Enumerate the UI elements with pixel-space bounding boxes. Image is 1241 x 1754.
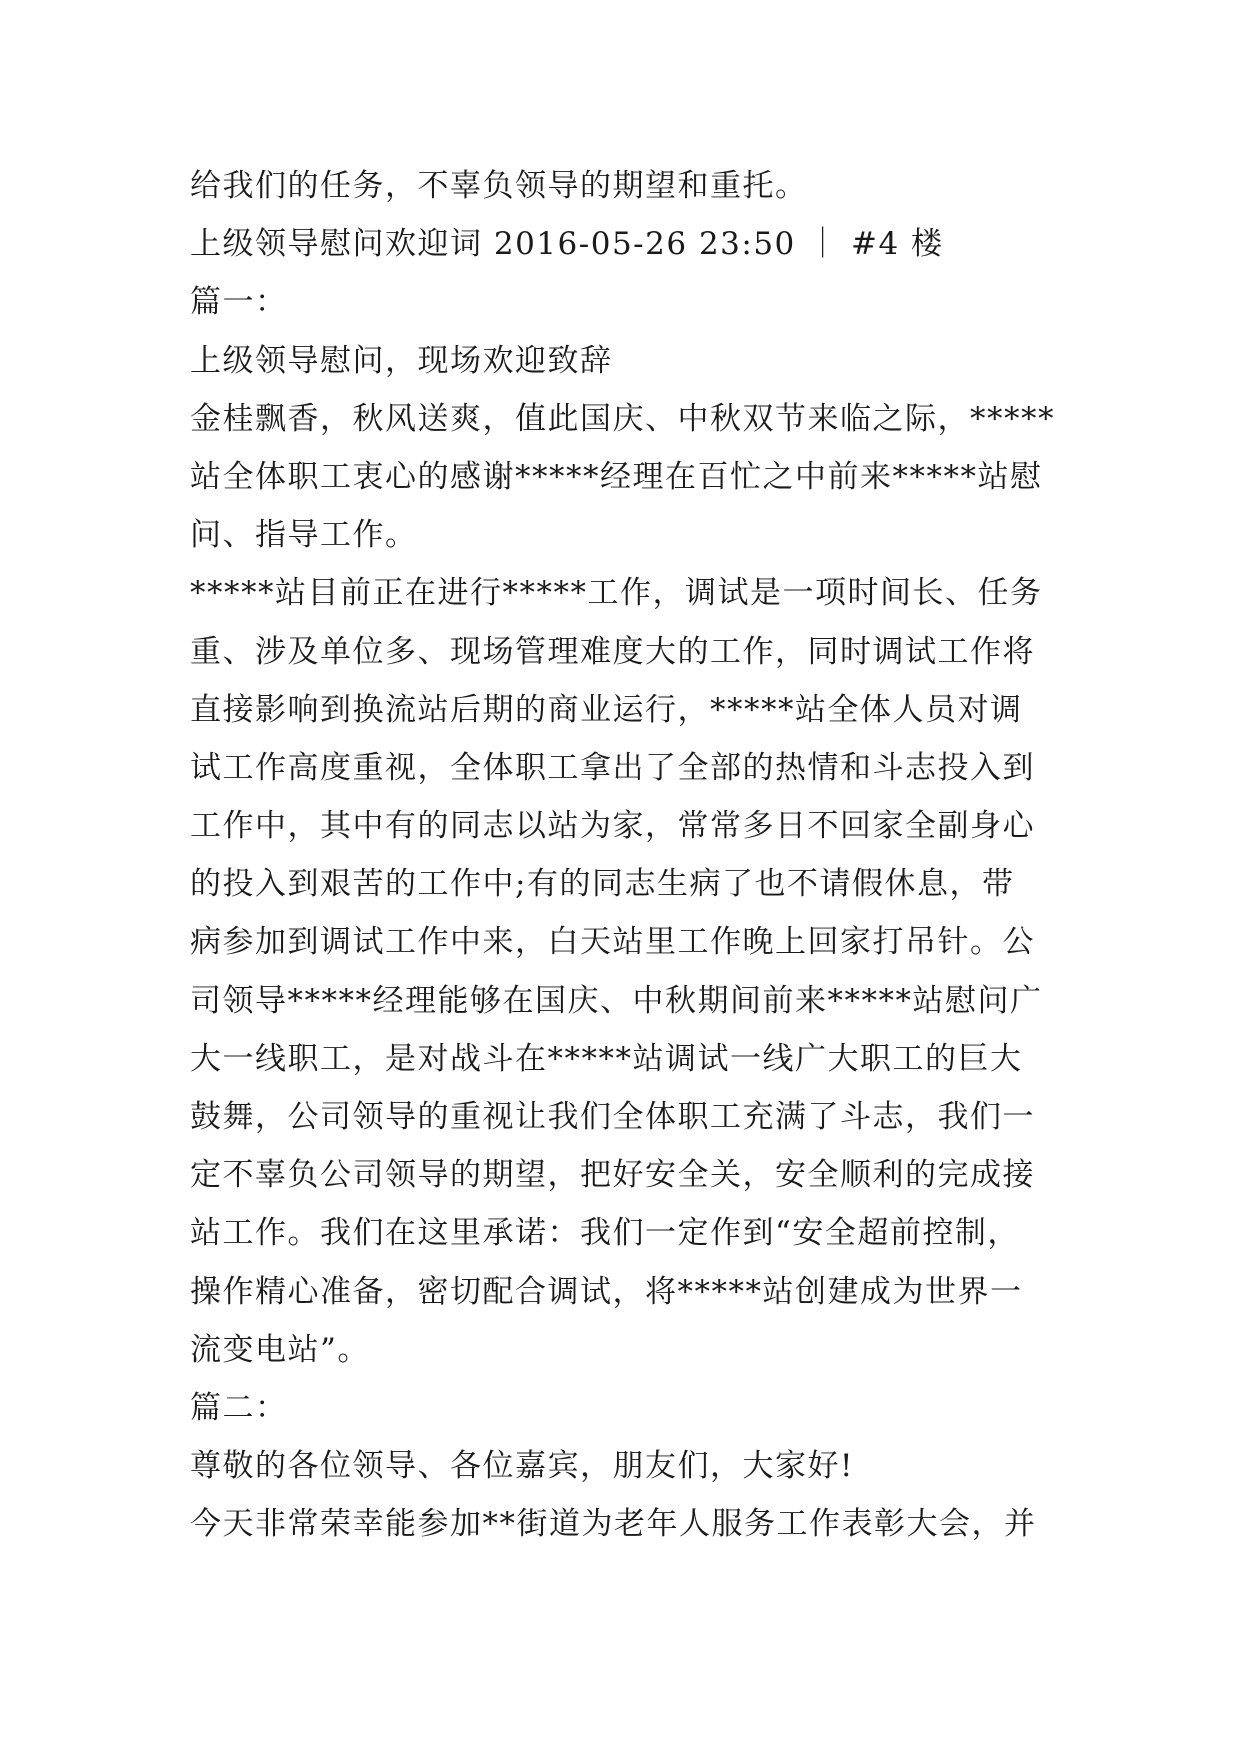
text-line: 重、涉及单位多、现场管理难度大的工作，同时调试工作将: [190, 633, 1035, 670]
section-heading: 篇一：: [190, 284, 288, 321]
post-header-line: 上级领导慰问欢迎词 2016-05-26 23:50 ｜ #4 楼: [190, 226, 944, 263]
section-heading: 篇二：: [190, 1389, 288, 1426]
text-line: 定不辜负公司领导的期望，把好安全关，安全顺利的完成接: [190, 1157, 1035, 1194]
text-line: 鼓舞，公司领导的重视让我们全体职工充满了斗志，我们一: [190, 1099, 1035, 1135]
text-line: 今天非常荣幸能参加**街道为老年人服务工作表彰大会，并: [190, 1506, 1037, 1543]
text-line: 病参加到调试工作中来，白天站里工作晚上回家打吊针。公: [190, 924, 1035, 961]
text-line: 直接影响到换流站后期的商业运行，*****站全体人员对调: [190, 691, 1023, 728]
text-line: 给我们的任务，不辜负领导的期望和重托。: [190, 168, 808, 204]
text-line: 工作中，其中有的同志以站为家，常常多日不回家全副身心: [190, 808, 1035, 845]
text-line: 操作精心准备，密切配合调试，将*****站创建成为世界一: [190, 1273, 1023, 1310]
text-line: 试工作高度重视，全体职工拿出了全部的热情和斗志投入到: [190, 749, 1035, 786]
section-title: 上级领导慰问，现场欢迎致辞: [190, 342, 613, 379]
text-line: 的投入到艰苦的工作中;有的同志生病了也不请假休息，带: [190, 866, 1015, 903]
text-line: 司领导*****经理能够在国庆、中秋期间前来*****站慰问广: [190, 982, 1043, 1019]
text-line: 站全体职工衷心的感谢*****经理在百忙之中前来*****站慰: [190, 458, 1043, 495]
text-line: 大一线职工，是对战斗在*****站调试一线广大职工的巨大: [190, 1040, 1023, 1077]
text-line: 站工作。我们在这里承诺：我们一定作到“安全超前控制，: [190, 1215, 1020, 1252]
text-line: 问、指导工作。: [190, 517, 418, 554]
text-line: 尊敬的各位领导、各位嘉宾，朋友们，大家好!: [190, 1448, 854, 1485]
text-line: 金桂飘香，秋风送爽，值此国庆、中秋双节来临之际，*****: [190, 400, 1055, 437]
text-line: *****站目前正在进行*****工作，调试是一项时间长、任务: [190, 575, 1043, 612]
document-body: [190, 157, 1090, 1554]
text-line: 流变电站”。: [190, 1331, 370, 1368]
